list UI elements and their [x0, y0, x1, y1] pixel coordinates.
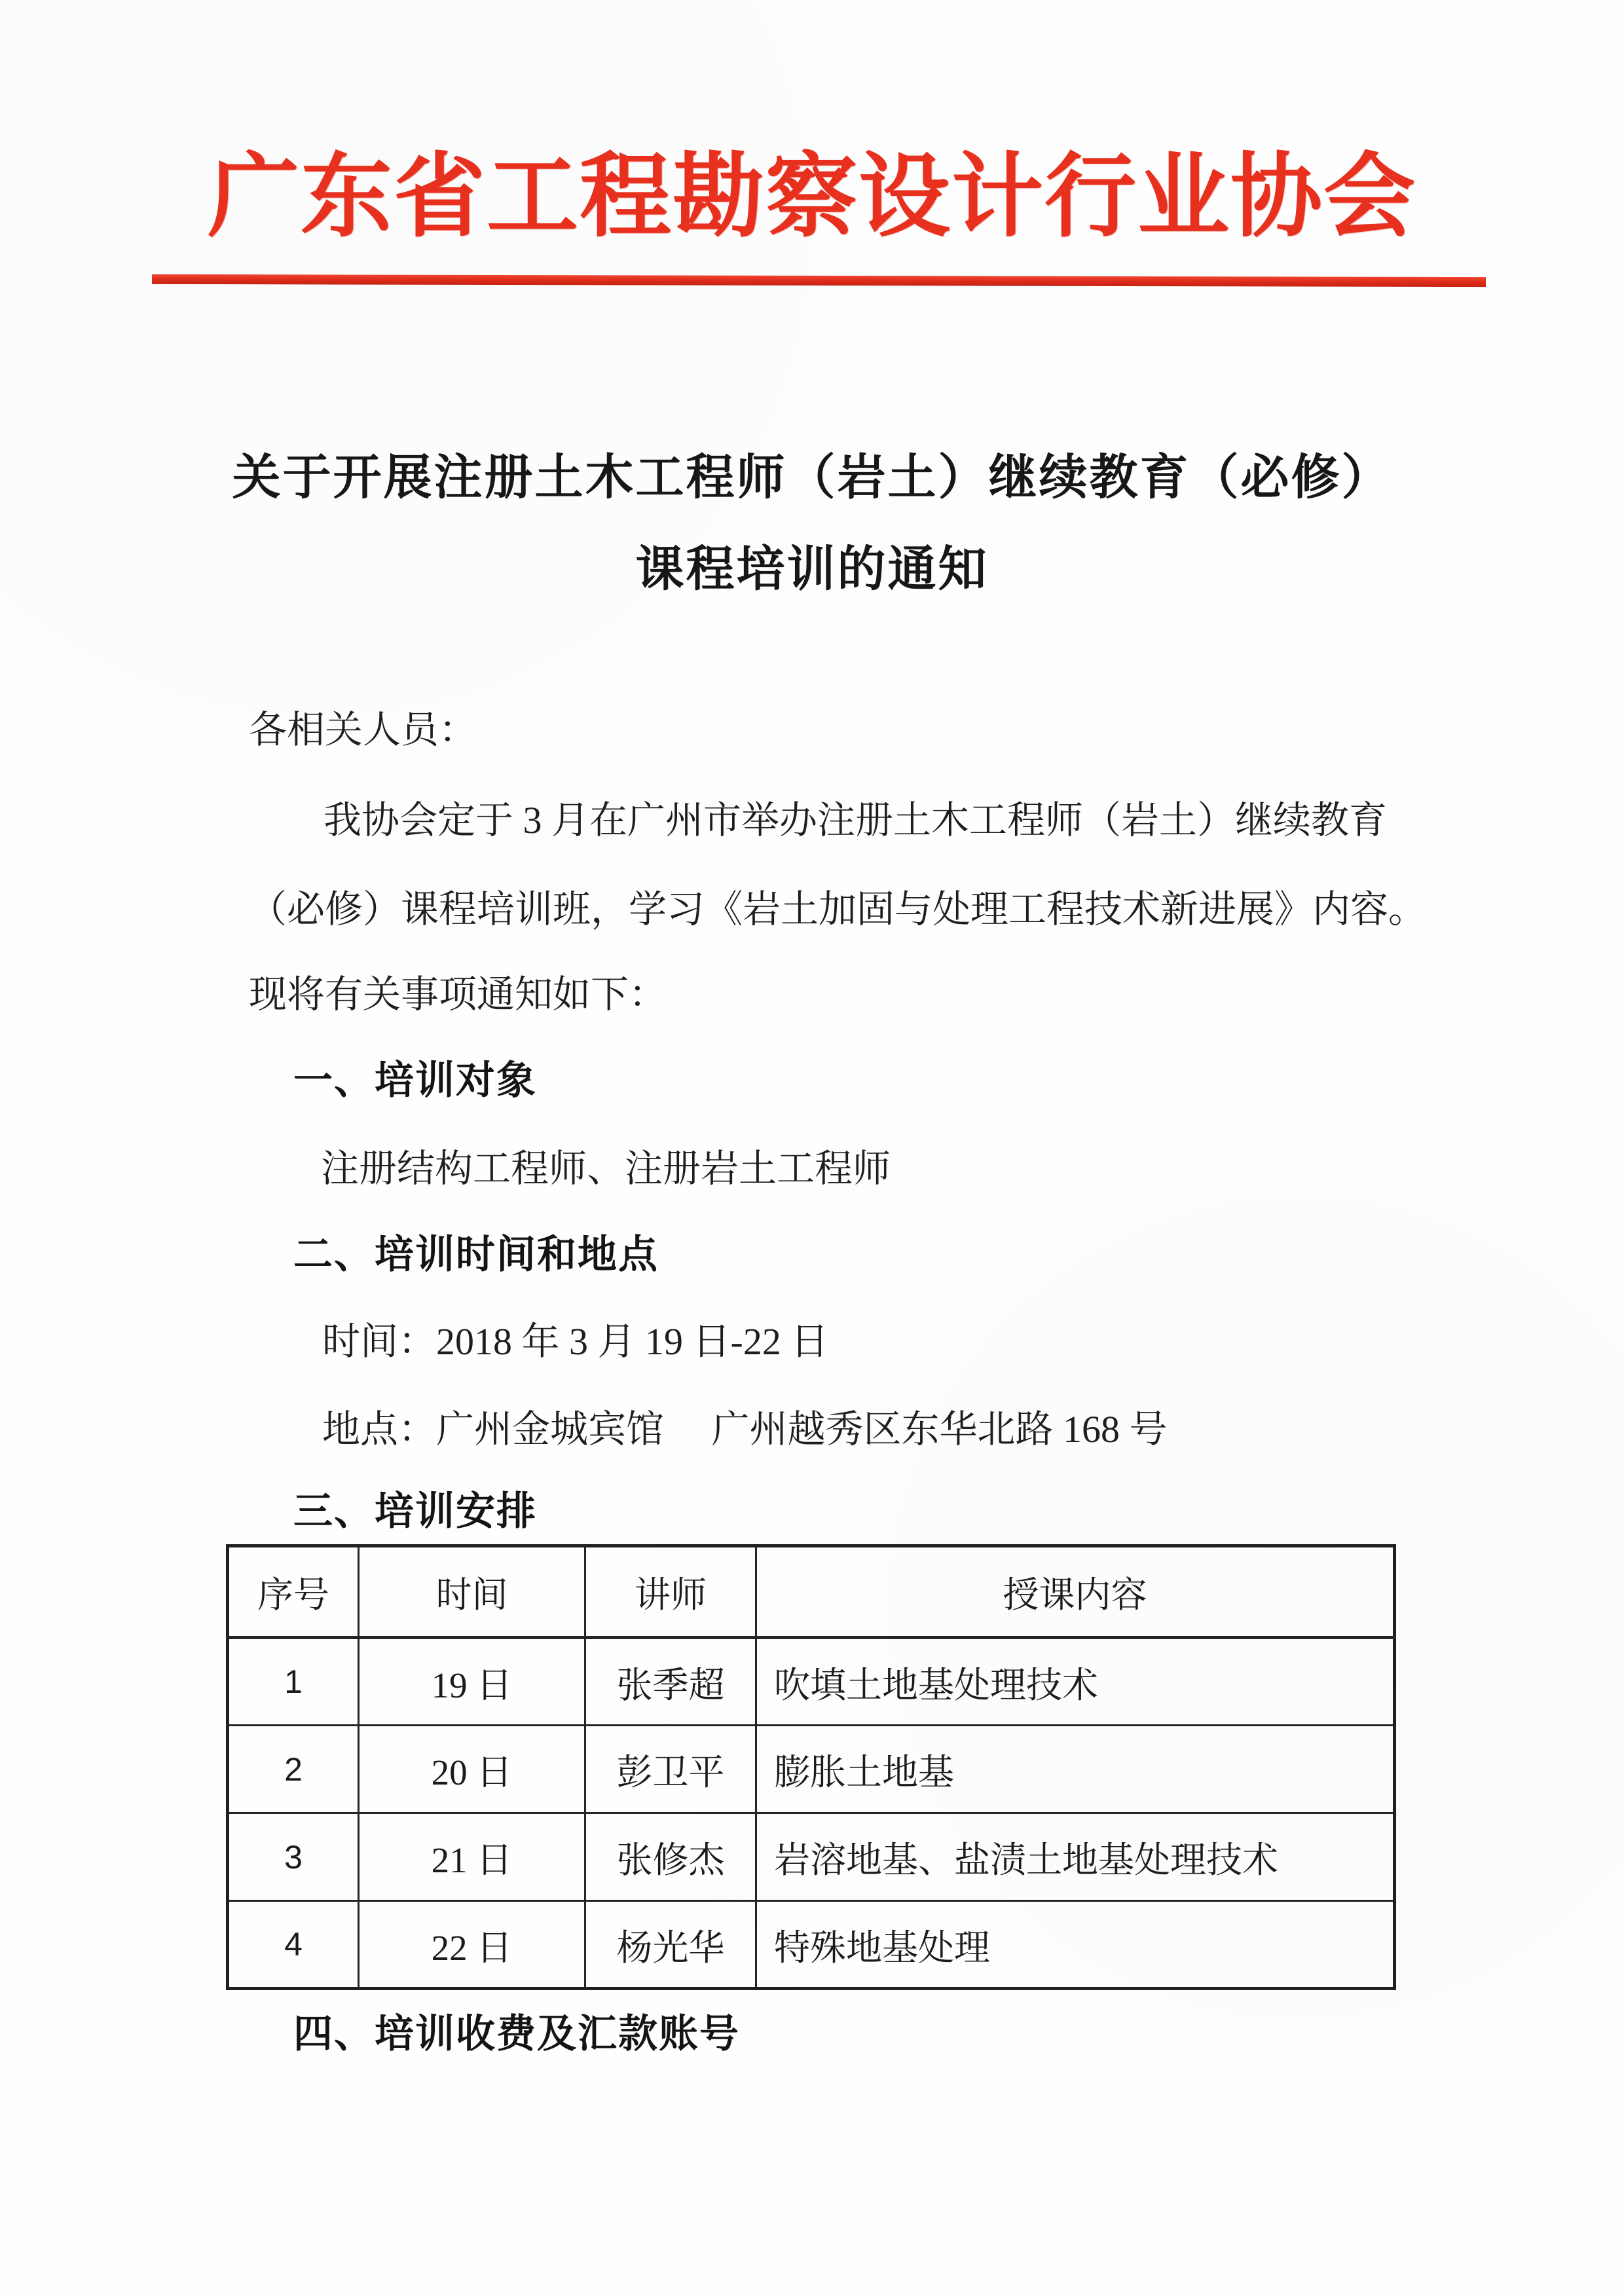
intro-paragraph-line3: 现将有关事项通知如下：: [249, 973, 667, 1016]
schedule-table-head: [228, 1546, 1395, 1638]
schedule-cell-topic: 特殊地基处理: [756, 1901, 1395, 1989]
intro-paragraph-line1: 我协会定于 3 月在广州市举办注册土木工程师（岩土）继续教育: [323, 799, 1388, 842]
schedule-header-cell: 讲师: [585, 1546, 756, 1638]
salutation: 各相关人员：: [249, 709, 477, 751]
org-title: 广东省工程勘察设计行业协会: [207, 147, 1416, 248]
section-heading-schedule: 三、培训安排: [293, 1490, 537, 1533]
schedule-header-cell: 授课内容: [756, 1546, 1395, 1638]
schedule-header-cell: 时间: [359, 1546, 585, 1638]
section-heading-time-place: 二、培训时间和地点: [293, 1233, 659, 1276]
document-title: [0, 432, 1624, 616]
document-title-line2: 课程培训的通知: [635, 543, 989, 597]
header-divider-rule: [152, 274, 1486, 287]
schedule-cell-topic: 岩溶地基、盐渍土地基处理技术: [756, 1813, 1395, 1901]
section-heading-training-target: 一、培训对象: [293, 1059, 537, 1102]
schedule-header-cell: 序号: [228, 1546, 359, 1638]
schedule-cell-lecturer: 张修杰: [585, 1813, 756, 1901]
schedule-cell-date: 19 日: [359, 1638, 585, 1726]
schedule-cell-topic: 膨胀土地基: [756, 1726, 1395, 1813]
schedule-table: [226, 1544, 1396, 1990]
document-title-line1: 关于开展注册土木工程师（岩土）继续教育（必修）: [232, 451, 1392, 505]
schedule-row: [228, 1726, 1395, 1813]
training-time-line: 时间：2018 年 3 月 19 日-22 日: [322, 1320, 829, 1363]
section-heading-fees-account: 四、培训收费及汇款账号: [293, 2012, 740, 2056]
schedule-cell-date: 21 日: [359, 1813, 585, 1901]
schedule-cell-lecturer: 彭卫平: [585, 1726, 756, 1813]
schedule-cell-lecturer: 杨光华: [585, 1901, 756, 1989]
schedule-cell-lecturer: 张季超: [585, 1638, 756, 1726]
schedule-cell-index: 1: [228, 1638, 359, 1726]
schedule-row: [228, 1638, 1395, 1726]
schedule-table-body: [228, 1638, 1395, 1989]
schedule-cell-topic: 吹填土地基处理技术: [756, 1638, 1395, 1726]
schedule-cell-index: 4: [228, 1901, 359, 1989]
schedule-row: [228, 1901, 1395, 1989]
schedule-row: [228, 1813, 1395, 1901]
training-place-line: 地点：广州金城宾馆 广州越秀区东华北路 168 号: [322, 1408, 1168, 1451]
schedule-cell-date: 20 日: [359, 1726, 585, 1813]
schedule-cell-date: 22 日: [359, 1901, 585, 1989]
schedule-header-row: [228, 1546, 1395, 1638]
schedule-cell-index: 2: [228, 1726, 359, 1813]
intro-paragraph-line2: （必修）课程培训班，学习《岩土加固与处理工程技术新进展》内容。: [249, 888, 1427, 931]
training-target-body: 注册结构工程师、注册岩土工程师: [321, 1147, 891, 1190]
schedule-cell-index: 3: [228, 1813, 359, 1901]
